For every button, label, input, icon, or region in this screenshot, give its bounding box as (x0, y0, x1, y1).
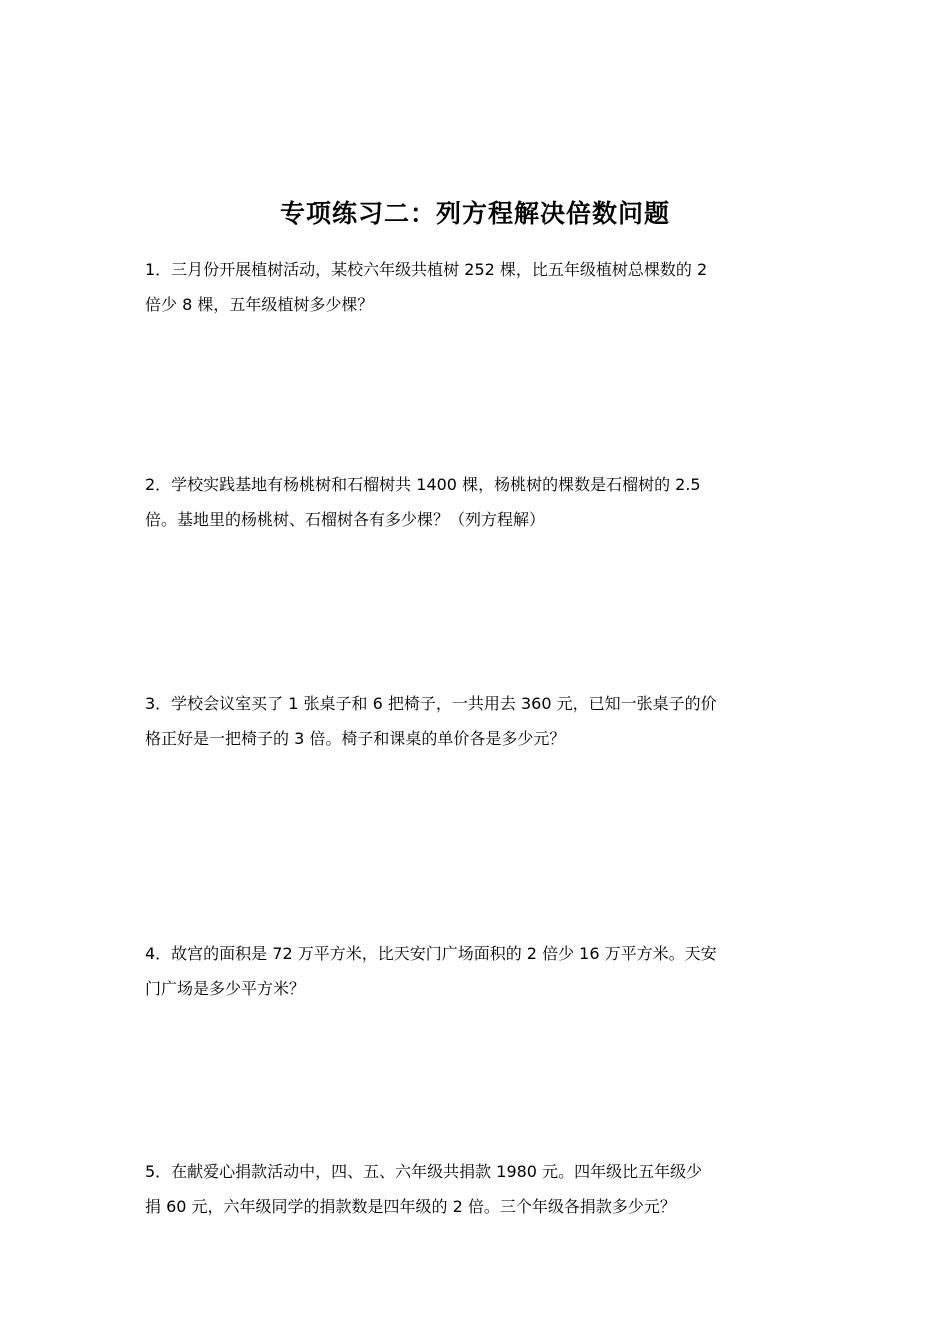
question-1-line-2: 倍少 8 棵，五年级植树多少棵？ (145, 295, 374, 314)
question-4-line-1: 4．故宫的面积是 72 万平方米，比天安门广场面积的 2 倍少 16 万平方米。天安 (145, 944, 717, 963)
question-5 (145, 1154, 810, 1224)
page-title: 专项练习二：列方程解决倍数问题 (279, 199, 670, 228)
question-5-line-2: 捐 60 元，六年级同学的捐款数是四年级的 2 倍。三个年级各捐款多少元？ (145, 1197, 676, 1216)
question-1 (145, 252, 810, 322)
question-2-line-2: 倍。基地里的杨桃树、石榴树各有多少棵？（列方程解） (145, 510, 546, 529)
question-3 (145, 686, 810, 756)
question-2 (145, 467, 810, 537)
question-1-line-1: 1．三月份开展植树活动，某校六年级共植树 252 棵，比五年级植树总棵数的 2 (145, 260, 708, 279)
question-3-line-2: 格正好是一把椅子的 3 倍。椅子和课桌的单价各是多少元？ (145, 729, 566, 748)
question-2-line-1: 2．学校实践基地有杨桃树和石榴树共 1400 棵，杨桃树的棵数是石榴树的 2.5 (145, 475, 701, 494)
question-4 (145, 936, 810, 1006)
question-5-line-1: 5．在献爱心捐款活动中，四、五、六年级共捐款 1980 元。四年级比五年级少 (145, 1162, 703, 1181)
question-4-line-2: 门广场是多少平方米？ (145, 979, 306, 998)
question-3-line-1: 3．学校会议室买了 1 张桌子和 6 把椅子，一共用去 360 元，已知一张桌子的价 (145, 694, 717, 713)
